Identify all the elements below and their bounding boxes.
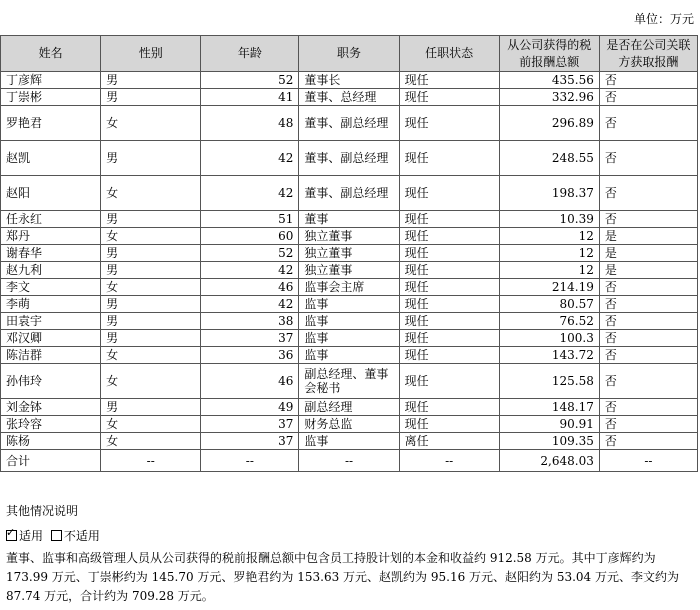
cell-related: 否: [599, 106, 697, 141]
note-paragraph: 董事、监事和高级管理人员从公司获得的税前报酬总额中包含员工持股计划的本金和收益约 912.58 万元。其中丁彦辉约为 173.99 万元、丁崇彬约为 145.70 万元、罗艳君约为 153.63 万元、赵凯约为 95.16 万元、赵阳约为 53.04 万元、李文约为 87.74 万元，合计约为 709.28 万元。: [6, 551, 680, 603]
cell-gender: 男: [101, 211, 201, 228]
header-name: 姓名: [1, 36, 101, 72]
cell-status: 现任: [399, 141, 499, 176]
cell-status: 现任: [399, 72, 499, 89]
cell-position: 监事: [299, 313, 399, 330]
table-row: [1, 279, 698, 296]
cell-age: 52: [201, 72, 299, 89]
table-row: [1, 330, 698, 347]
cell-related: 是: [599, 228, 697, 245]
cell-position: 董事: [299, 211, 399, 228]
cell-name: 任永红: [1, 211, 101, 228]
cell-name: 赵九利: [1, 262, 101, 279]
cell-position: 董事、副总经理: [299, 176, 399, 211]
cell-position: 监事会主席: [299, 279, 399, 296]
cell-related: 否: [599, 72, 697, 89]
unchecked-box-icon: [51, 530, 62, 541]
cell-position: 监事: [299, 347, 399, 364]
cell-age: 37: [201, 416, 299, 433]
cell-pay: 12: [499, 245, 599, 262]
total-cell-related: --: [599, 450, 697, 472]
cell-age: 38: [201, 313, 299, 330]
cell-pay: 296.89: [499, 106, 599, 141]
cell-name: 丁彦辉: [1, 72, 101, 89]
cell-age: 42: [201, 141, 299, 176]
cell-gender: 女: [101, 228, 201, 245]
cell-status: 现任: [399, 228, 499, 245]
header-gender: 性别: [101, 36, 201, 72]
cell-name: 郑丹: [1, 228, 101, 245]
cell-status: 现任: [399, 313, 499, 330]
cell-age: 48: [201, 106, 299, 141]
total-cell-age: --: [201, 450, 299, 472]
total-cell-pay: 2,648.03: [499, 450, 599, 472]
cell-pay: 12: [499, 262, 599, 279]
cell-name: 田袁宇: [1, 313, 101, 330]
table-row: [1, 72, 698, 89]
cell-gender: 男: [101, 330, 201, 347]
cell-pay: 12: [499, 228, 599, 245]
cell-status: 现任: [399, 296, 499, 313]
cell-age: 51: [201, 211, 299, 228]
cell-name: 谢春华: [1, 245, 101, 262]
cell-status: 现任: [399, 89, 499, 106]
cell-position: 董事、总经理: [299, 89, 399, 106]
cell-position: 董事长: [299, 72, 399, 89]
cell-related: 否: [599, 296, 697, 313]
header-age: 年龄: [201, 36, 299, 72]
cell-status: 现任: [399, 416, 499, 433]
table-row: [1, 296, 698, 313]
cell-status: 现任: [399, 399, 499, 416]
cell-age: 42: [201, 296, 299, 313]
table-row: [1, 399, 698, 416]
cell-pay: 80.57: [499, 296, 599, 313]
table-row: [1, 433, 698, 450]
not-applicable-label: 不适用: [63, 529, 100, 543]
cell-position: 董事、副总经理: [299, 106, 399, 141]
applicability-options: [6, 527, 100, 544]
cell-status: 现任: [399, 330, 499, 347]
cell-related: 否: [599, 313, 697, 330]
cell-age: 46: [201, 364, 299, 399]
cell-age: 42: [201, 262, 299, 279]
table-row: [1, 313, 698, 330]
cell-status: 现任: [399, 211, 499, 228]
cell-name: 张玲容: [1, 416, 101, 433]
cell-status: 现任: [399, 176, 499, 211]
checked-box-icon: [6, 530, 17, 541]
cell-pay: 198.37: [499, 176, 599, 211]
cell-gender: 男: [101, 296, 201, 313]
total-row: [1, 450, 698, 472]
cell-position: 董事、副总经理: [299, 141, 399, 176]
cell-name: 李萌: [1, 296, 101, 313]
cell-pay: 214.19: [499, 279, 599, 296]
cell-gender: 女: [101, 364, 201, 399]
table-row: [1, 141, 698, 176]
cell-status: 离任: [399, 433, 499, 450]
cell-name: 邓汉卿: [1, 330, 101, 347]
cell-related: 否: [599, 279, 697, 296]
cell-pay: 76.52: [499, 313, 599, 330]
table-row: [1, 176, 698, 211]
cell-related: 否: [599, 399, 697, 416]
total-cell-position: --: [299, 450, 399, 472]
total-cell-status: --: [399, 450, 499, 472]
cell-pay: 90.91: [499, 416, 599, 433]
cell-pay: 109.35: [499, 433, 599, 450]
cell-gender: 男: [101, 72, 201, 89]
cell-age: 41: [201, 89, 299, 106]
cell-gender: 女: [101, 347, 201, 364]
cell-position: 监事: [299, 296, 399, 313]
header-related: 是否在公司关联方获取报酬: [599, 36, 697, 72]
cell-name: 赵凯: [1, 141, 101, 176]
cell-gender: 女: [101, 176, 201, 211]
cell-position: 监事: [299, 433, 399, 450]
table-row: [1, 245, 698, 262]
cell-gender: 男: [101, 313, 201, 330]
cell-position: 独立董事: [299, 245, 399, 262]
header-pay: 从公司获得的税前报酬总额: [499, 36, 599, 72]
cell-related: 否: [599, 347, 697, 364]
cell-status: 现任: [399, 262, 499, 279]
cell-pay: 148.17: [499, 399, 599, 416]
cell-related: 否: [599, 176, 697, 211]
table-row: [1, 347, 698, 364]
total-cell-gender: --: [101, 450, 201, 472]
cell-age: 42: [201, 176, 299, 211]
cell-related: 否: [599, 416, 697, 433]
cell-pay: 125.58: [499, 364, 599, 399]
table-row: [1, 416, 698, 433]
cell-gender: 女: [101, 416, 201, 433]
header-status: 任职状态: [399, 36, 499, 72]
cell-name: 刘金钵: [1, 399, 101, 416]
cell-age: 37: [201, 433, 299, 450]
cell-status: 现任: [399, 364, 499, 399]
other-info-title: 其他情况说明: [6, 504, 79, 518]
cell-related: 否: [599, 433, 697, 450]
cell-name: 赵阳: [1, 176, 101, 211]
cell-gender: 男: [101, 245, 201, 262]
cell-age: 60: [201, 228, 299, 245]
cell-pay: 435.56: [499, 72, 599, 89]
table-header-row: [1, 36, 698, 72]
cell-related: 是: [599, 262, 697, 279]
cell-gender: 女: [101, 279, 201, 296]
table-row: [1, 228, 698, 245]
cell-position: 监事: [299, 330, 399, 347]
table-row: [1, 364, 698, 399]
cell-related: 否: [599, 141, 697, 176]
cell-pay: 332.96: [499, 89, 599, 106]
cell-status: 现任: [399, 106, 499, 141]
cell-gender: 男: [101, 399, 201, 416]
cell-related: 否: [599, 89, 697, 106]
cell-position: 财务总监: [299, 416, 399, 433]
cell-name: 罗艳君: [1, 106, 101, 141]
cell-status: 现任: [399, 279, 499, 296]
header-position: 职务: [299, 36, 399, 72]
table-row: [1, 106, 698, 141]
cell-age: 49: [201, 399, 299, 416]
table-row: [1, 262, 698, 279]
cell-gender: 男: [101, 141, 201, 176]
unit-label: 单位：万元: [633, 12, 694, 26]
cell-related: 否: [599, 364, 697, 399]
total-cell-name: 合计: [1, 450, 101, 472]
cell-pay: 248.55: [499, 141, 599, 176]
table-row: [1, 89, 698, 106]
cell-pay: 100.3: [499, 330, 599, 347]
cell-age: 46: [201, 279, 299, 296]
cell-age: 37: [201, 330, 299, 347]
cell-position: 副总经理: [299, 399, 399, 416]
cell-pay: 143.72: [499, 347, 599, 364]
cell-status: 现任: [399, 347, 499, 364]
cell-gender: 男: [101, 89, 201, 106]
cell-position: 独立董事: [299, 262, 399, 279]
cell-gender: 女: [101, 106, 201, 141]
cell-name: 丁崇彬: [1, 89, 101, 106]
cell-name: 孙伟玲: [1, 364, 101, 399]
cell-related: 否: [599, 211, 697, 228]
cell-name: 陈杨: [1, 433, 101, 450]
table-row: [1, 211, 698, 228]
cell-name: 陈洁群: [1, 347, 101, 364]
cell-position: 副总经理、董事会秘书: [299, 364, 399, 399]
cell-position: 独立董事: [299, 228, 399, 245]
compensation-table: [0, 35, 698, 472]
cell-gender: 男: [101, 262, 201, 279]
cell-gender: 女: [101, 433, 201, 450]
cell-related: 否: [599, 330, 697, 347]
cell-pay: 10.39: [499, 211, 599, 228]
applicable-label: 适用: [19, 529, 44, 543]
cell-related: 是: [599, 245, 697, 262]
cell-status: 现任: [399, 245, 499, 262]
cell-age: 52: [201, 245, 299, 262]
cell-name: 李文: [1, 279, 101, 296]
cell-age: 36: [201, 347, 299, 364]
